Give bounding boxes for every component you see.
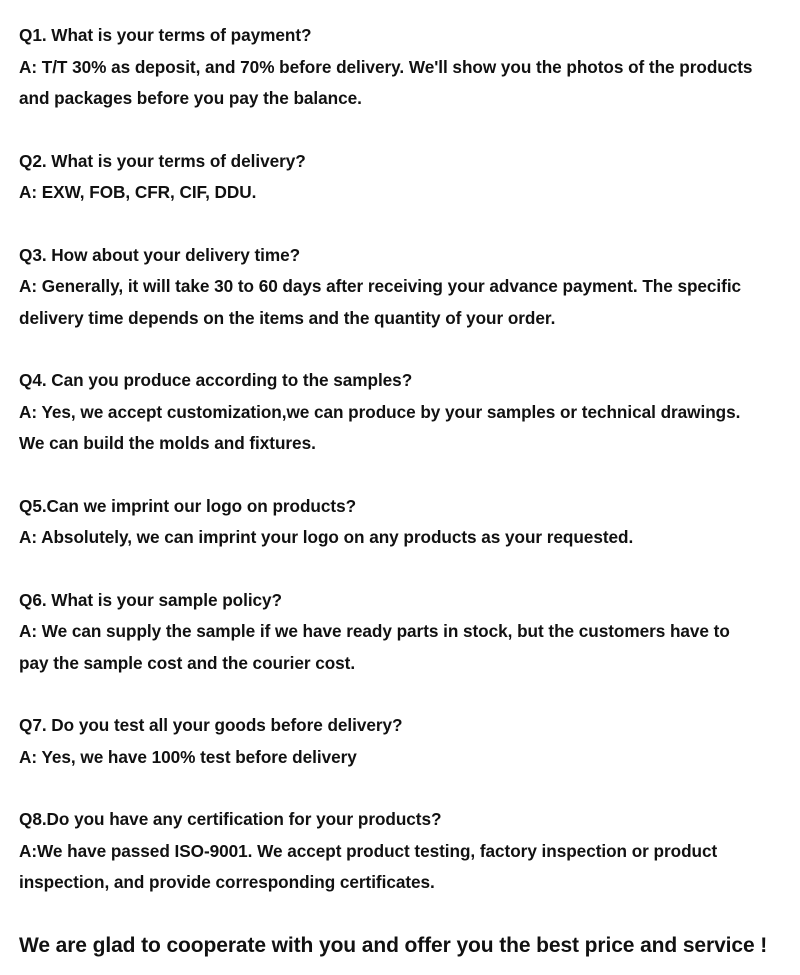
question-1: Q1. What is your terms of payment? — [19, 25, 312, 45]
answer-8-line-1: A:We have passed ISO-9001. We accept product testing, factory inspection or product — [19, 840, 718, 861]
faq-item-7 — [19, 710, 797, 773]
question-5: Q5.Can we imprint our logo on products? — [19, 495, 357, 516]
question-6: Q6. What is your sample policy? — [19, 589, 283, 610]
answer-5-line-1: A: Absolutely, we can imprint your logo on any products as your requested. — [19, 527, 634, 547]
answer-8-line-2: inspection, and provide corresponding certificates. — [19, 872, 435, 892]
faq-item-1 — [19, 20, 797, 115]
faq-item-4 — [19, 365, 797, 460]
faq-item-8 — [19, 804, 797, 899]
answer-1-line-2: and packages before you pay the balance. — [19, 88, 362, 108]
question-7: Q7. Do you test all your goods before delivery? — [19, 715, 403, 735]
answer-3-line-1: A: Generally, it will take 30 to 60 days after receiving your advance payment. The specific — [19, 276, 742, 296]
faq-item-2 — [19, 146, 797, 209]
answer-1-line-1: A: T/T 30% as deposit, and 70% before delivery. We'll show you the photos of the products — [19, 56, 753, 77]
question-2: Q2. What is your terms of delivery? — [19, 150, 306, 171]
faq-list — [19, 20, 797, 930]
faq-item-3 — [19, 240, 797, 335]
question-4: Q4. Can you produce according to the samples? — [19, 370, 413, 390]
answer-3-line-2: delivery time depends on the items and the quantity of your order. — [19, 307, 556, 328]
faq-item-5 — [19, 491, 797, 554]
answer-4-line-2: We can build the molds and fixtures. — [19, 433, 316, 453]
answer-7-line-1: A: Yes, we have 100% test before delivery — [19, 746, 357, 767]
question-8: Q8.Do you have any certification for your products? — [19, 809, 442, 829]
question-3: Q3. How about your delivery time? — [19, 244, 301, 265]
answer-6-line-2: pay the sample cost and the courier cost. — [19, 652, 356, 673]
faq-item-6 — [19, 585, 797, 680]
answer-6-line-1: A: We can supply the sample if we have ready parts in stock, but the customers have to — [19, 621, 730, 641]
answer-4-line-1: A: Yes, we accept customization,we can produce by your samples or technical drawings. — [19, 401, 741, 422]
answer-2-line-1: A: EXW, FOB, CFR, CIF, DDU. — [19, 182, 257, 202]
closing-statement: We are glad to cooperate with you and offer you the best price and service ! — [19, 934, 768, 957]
